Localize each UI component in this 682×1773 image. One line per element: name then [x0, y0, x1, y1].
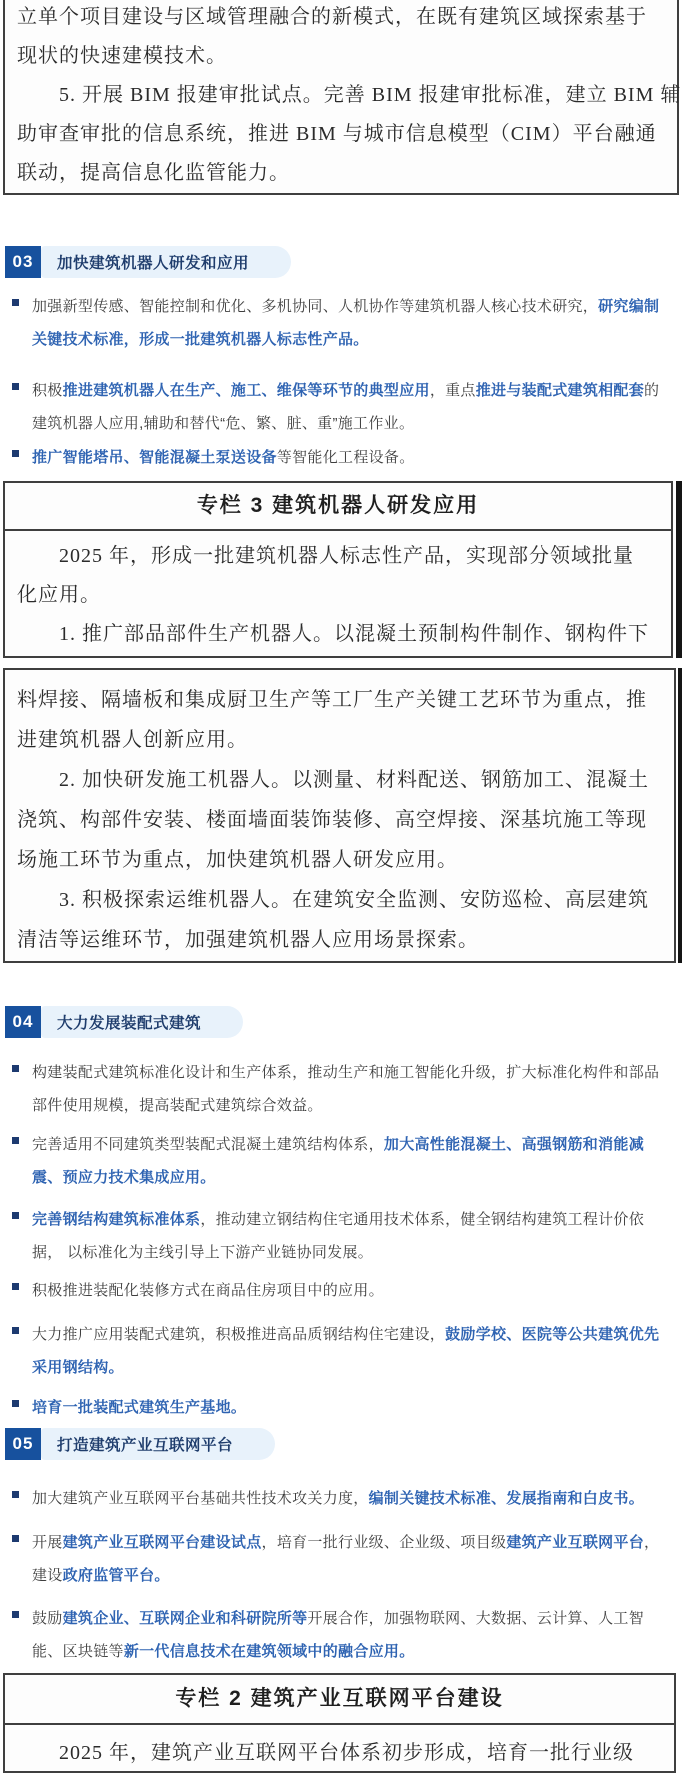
bullet-square-icon [12, 1065, 19, 1072]
bullet-item [12, 1318, 672, 1384]
text-segment: 加强新型传感、智能控制和优化、多机协同、人机协作等建筑机器人核心技术研究， [32, 298, 599, 315]
bullet-item [12, 1526, 672, 1592]
text-segment: 完善适用不同建筑类型装配式混凝土建筑结构体系， [32, 1136, 384, 1153]
bullet-square-icon [12, 1400, 19, 1407]
text-segment: 构建装配式建筑标准化设计和生产体系，推动生产和施工智能化升级，扩大标准化构件和部品部件使用规模，提高装配式建筑综合效益。 [32, 1064, 660, 1114]
text-segment: ，推动建立钢结构住宅通用技术体系，健全钢结构建筑工程计价依据， 以标准化为主线引导上下游产业链协同发展。 [32, 1211, 645, 1261]
text-segment: 推广智能塔吊、智能混凝土泵送设备 [32, 449, 277, 466]
bullet-text [32, 1128, 672, 1194]
text-segment: 的建筑机器人应用,辅助和替代“危、繁、脏、重”施工作业。 [32, 382, 660, 432]
bullet-text [32, 1056, 672, 1122]
text-segment: 积极推进装配化装修方式在商品住房项目中的应用。 [32, 1282, 384, 1299]
box-text-line: 5. 开展 BIM 报建审批试点。完善 BIM 报建审批标准，建立 BIM 辅 [17, 84, 682, 106]
text-segment: 等智能化工程设备。 [276, 449, 415, 466]
text-segment: 积极 [32, 382, 63, 399]
box-text-line: 3. 积极探索运维机器人。在建筑安全监测、安防巡检、高层建筑 [17, 889, 649, 911]
bullet-text [32, 290, 672, 356]
text-segment: 建筑产业互联网平台 [506, 1534, 645, 1551]
column-box-3-title: 专栏 3 建筑机器人研发应用 [5, 483, 671, 531]
text-segment: 加大建筑产业互联网平台基础共性技术攻关力度， [32, 1490, 369, 1507]
section-title: 打造建筑产业互联网平台 [41, 1428, 275, 1460]
bullet-square-icon [12, 1535, 19, 1542]
bullet-square-icon [12, 1327, 19, 1334]
bullet-item [12, 1128, 672, 1194]
text-segment: 政府监管平台。 [62, 1567, 170, 1584]
box-text-line: 清洁等运维环节，加强建筑机器人应用场景探索。 [17, 929, 479, 951]
text-segment: 开展 [32, 1534, 63, 1551]
bullet-text [32, 1482, 644, 1515]
bullet-item [12, 290, 672, 356]
box-text-line: 立单个项目建设与区域管理融合的新模式，在既有建筑区域探索基于 [17, 6, 647, 28]
text-segment: ，建设 [32, 1534, 660, 1584]
bullet-square-icon [12, 1283, 19, 1290]
bullet-item [12, 1274, 672, 1307]
section-04-header [5, 1006, 243, 1038]
bullet-square-icon [12, 299, 19, 306]
bullet-item [12, 374, 672, 440]
text-segment: 完善钢结构建筑标准体系 [32, 1211, 201, 1228]
box-text-line: 浇筑、构部件安装、楼面墙面装饰装修、高空焊接、深基坑施工等现 [17, 809, 647, 831]
bullet-text [32, 441, 415, 474]
box-text-line: 1. 推广部品部件生产机器人。以混凝土预制构件制作、钢构件下 [17, 623, 649, 645]
bullet-text [32, 374, 672, 440]
column-box-2 [3, 1673, 676, 1773]
bullet-text [32, 1526, 672, 1592]
bullet-item [12, 441, 672, 474]
section-number-badge: 05 [5, 1428, 41, 1460]
bullet-text [32, 1602, 672, 1668]
box-text-line: 料焊接、隔墙板和集成厨卫生产等工厂生产关键工艺环节为重点，推 [17, 689, 647, 711]
text-segment: 建筑产业互联网平台建设试点 [62, 1534, 262, 1551]
section-number-badge: 03 [5, 246, 41, 278]
section-title: 大力发展装配式建筑 [41, 1006, 243, 1038]
box-text-line: 2025 年，形成一批建筑机器人标志性产品，实现部分领域批量 [17, 545, 634, 567]
box-text-line: 进建筑机器人创新应用。 [17, 729, 248, 751]
text-segment: 大力推广应用装配式建筑，积极推进高品质钢结构住宅建设， [32, 1326, 446, 1343]
bullet-item [12, 1391, 672, 1424]
bullet-text [32, 1274, 384, 1307]
bim-excerpt-box [3, 0, 682, 195]
text-segment: 研究编制关键技术标准，形成一批建筑机器人标志性产品。 [32, 298, 660, 348]
bullet-square-icon [12, 1491, 19, 1498]
column-box-3 [3, 481, 673, 658]
box-text-line: 2. 加快研发施工机器人。以测量、材料配送、钢筋加工、混凝土 [17, 769, 649, 791]
bullet-square-icon [12, 383, 19, 390]
scan-edge-bar [678, 668, 682, 963]
bullet-text [32, 1203, 672, 1269]
section-05-header [5, 1428, 275, 1460]
bullet-item [12, 1056, 672, 1122]
text-segment: 鼓励 [32, 1610, 63, 1627]
box-text-line: 现状的快速建模技术。 [17, 45, 227, 67]
section-number-badge: 04 [5, 1006, 41, 1038]
bullet-item [12, 1203, 672, 1269]
text-segment: ，培育一批行业级、企业级、项目级 [261, 1534, 507, 1551]
text-segment: 编制关键技术标准、发展指南和白皮书。 [368, 1490, 645, 1507]
section-03-header [5, 246, 291, 278]
box-text-line: 联动，提高信息化监管能力。 [17, 162, 290, 184]
text-segment: 推进建筑机器人在生产、施工、维保等环节的典型应用 [62, 382, 430, 399]
bullet-square-icon [12, 1212, 19, 1219]
bullet-item [12, 1482, 672, 1515]
bullet-item [12, 1602, 672, 1668]
text-segment: 建筑企业、互联网企业和科研院所等 [62, 1610, 308, 1627]
box-text-line: 助审查审批的信息系统，推进 BIM 与城市信息模型（CIM）平台融通 [17, 123, 657, 145]
text-segment: 新一代信息技术在建筑领域中的融合应用。 [123, 1643, 415, 1660]
bullet-text [32, 1318, 672, 1384]
text-segment: 开展合作，加强物联网、大数据、云计算、人工智能、区块链等 [32, 1610, 645, 1660]
text-segment: ，重点 [429, 382, 476, 399]
bullet-text [32, 1391, 246, 1424]
bullet-square-icon [12, 450, 19, 457]
box-text-line: 场施工环节为重点，加快建筑机器人研发应用。 [17, 849, 458, 871]
box-text-line: 2025 年，建筑产业互联网平台体系初步形成，培育一批行业级 [17, 1742, 634, 1764]
column-box-3-continued [3, 668, 676, 963]
text-segment: 推进与装配式建筑相配套 [475, 382, 645, 399]
bullet-square-icon [12, 1611, 19, 1618]
column-box-2-title: 专栏 2 建筑产业互联网平台建设 [5, 1675, 674, 1725]
text-segment: 加大高性能混凝土、高强钢筋和消能减震、预应力技术集成应用。 [32, 1136, 645, 1186]
section-title: 加快建筑机器人研发和应用 [41, 246, 291, 278]
box-text-line: 化应用。 [17, 584, 101, 606]
bullet-square-icon [12, 1137, 19, 1144]
text-segment: 鼓励学校、医院等公共建筑优先采用钢结构。 [32, 1326, 660, 1376]
scan-edge-bar [676, 481, 682, 658]
text-segment: 培育一批装配式建筑生产基地。 [32, 1399, 247, 1416]
